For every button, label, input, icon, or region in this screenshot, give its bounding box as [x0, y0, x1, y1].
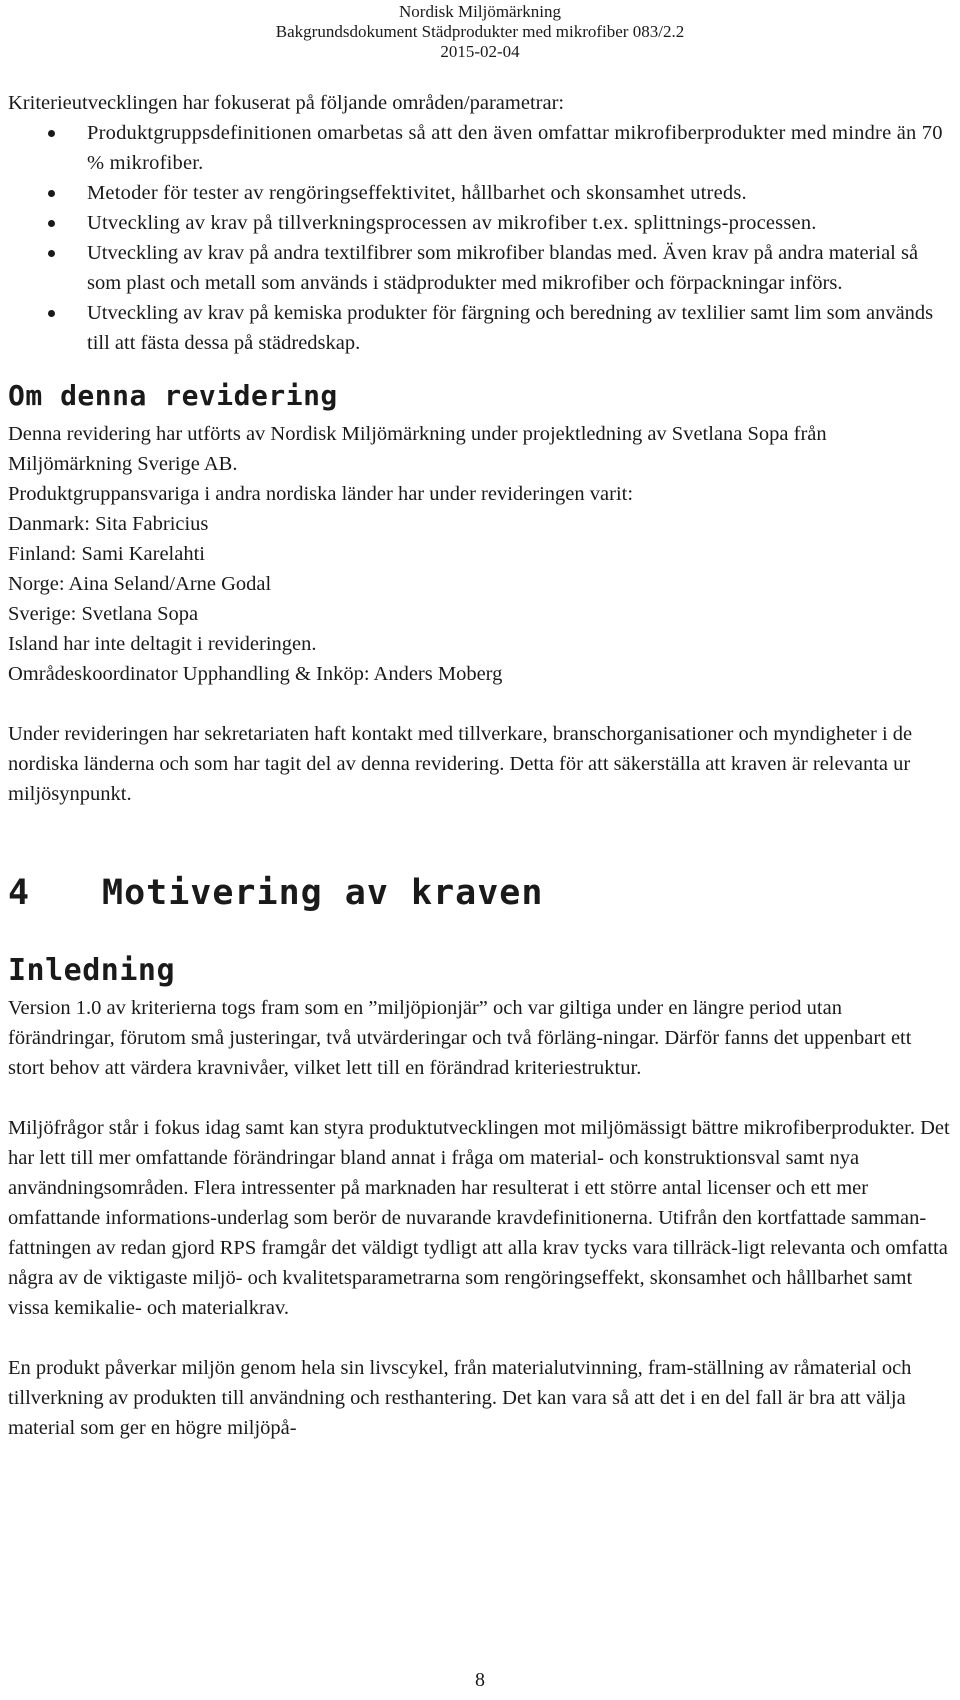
list-item — [8, 118, 952, 178]
list-item — [8, 208, 952, 238]
bullet-icon — [48, 190, 55, 197]
page-number: 8 — [475, 1669, 485, 1691]
revision-line: Denna revidering har utförts av Nordisk Miljömärkning under projektledning av Svetlana Sopa från Miljömärkning Sverige AB. — [8, 423, 827, 475]
chapter-heading — [8, 873, 952, 913]
page-content — [8, 88, 952, 1443]
revision-line: Danmark: Sita Fabricius — [8, 513, 209, 535]
list-item — [8, 238, 952, 298]
bullet-text: Utveckling av krav på kemiska produkter för färgning och beredning av texlilier samt lim som används till att fästa dessa på städredskap. — [87, 302, 934, 354]
revision-line: Områdeskoordinator Upphandling & Inköp: Anders Moberg — [8, 663, 503, 685]
inledning-paragraph: Miljöfrågor står i fokus idag samt kan styra produktutvecklingen mot miljömässigt bättre mikrofiberprodukter. Det har lett till mer omfattande förändringar bland annat i fråga om material- och konstruktionsval samt nya användningsområden. Flera intressenter på marknaden har resulterat i ett större antal licenser och ett mer omfattande informations-underlag som berör de nuvarande kravdefinitionerna. Utifrån den kortfattade samman-fattningen av redan gjord RPS framgår det väldigt tydligt att alla krav tycks vara tillräck-ligt relevanta och omfatta några av de viktigaste miljö- och kvalitetsparametrarna som rengöringseffekt, skonsamhet och hållbarhet samt vissa kemikalie- och materialkrav. — [8, 1117, 950, 1319]
bullet-icon — [48, 130, 55, 137]
revision-line: Sverige: Svetlana Sopa — [8, 603, 199, 625]
inledning-paragraph: Version 1.0 av kriterierna togs fram som en ”miljöpionjär” och var giltiga under en längre period utan förändringar, förutom små justeringar, två utvärderingar och två förläng-ningar. Därför fanns det uppenbart ett stort behov att värdera kravnivåer, vilket lett till en förändrad kriteriestruktur. — [8, 997, 912, 1079]
bullet-icon — [48, 250, 55, 257]
chapter-title: Motivering av kraven — [102, 873, 544, 913]
header-date: 2015-02-04 — [440, 42, 520, 61]
list-item — [8, 178, 952, 208]
revision-line: Finland: Sami Karelahti — [8, 543, 205, 565]
header-organization: Nordisk Miljömärkning — [399, 2, 561, 21]
inledning-paragraph: En produkt påverkar miljön genom hela sin livscykel, från materialutvinning, fram-ställning av råmaterial och tillverkning av produkten till användning och resthantering. Det kan vara så att det i en del fall är bra att välja material som ger en högre miljöpå- — [8, 1357, 912, 1439]
bullet-text: Utveckling av krav på andra textilfibrer som mikrofiber blandas med. Även krav på andra material så som plast och metall som används i städprodukter med mikrofiber och förpackningar införs. — [87, 242, 919, 294]
revision-line: Produktgruppansvariga i andra nordiska länder har under revideringen varit: — [8, 483, 634, 505]
revision-line: Island har inte deltagit i revideringen. — [8, 633, 317, 655]
chapter-number: 4 — [8, 873, 31, 913]
bullet-text: Utveckling av krav på tillverkningsprocessen av mikrofiber t.ex. splittnings-processen. — [87, 212, 817, 234]
list-item — [8, 298, 952, 358]
page-header — [0, 2, 960, 62]
bullet-icon — [48, 310, 55, 317]
bullet-text: Produktgruppsdefinitionen omarbetas så att den även omfattar mikrofiberprodukter med mindre än 70 % mikrofiber. — [87, 122, 943, 174]
bullet-icon — [48, 220, 55, 227]
paragraph-gap — [8, 1323, 952, 1353]
paragraph-gap — [8, 689, 952, 719]
paragraph-gap — [8, 1083, 952, 1113]
contact-paragraph: Under revideringen har sekretariaten haft kontakt med tillverkare, branschorganisationer och myndigheter i de nordiska länderna och som har tagit del av denna revidering. Detta för att säkerställa att kraven är relevanta ur miljösynpunkt. — [8, 723, 913, 805]
intro-text: Kriterieutvecklingen har fokuserat på följande områden/parametrar: — [8, 92, 565, 114]
revision-line: Norge: Aina Seland/Arne Godal — [8, 573, 272, 595]
criteria-bullet-list — [8, 118, 952, 358]
bullet-text: Metoder för tester av rengöringseffektivitet, hållbarhet och skonsamhet utreds. — [87, 182, 747, 204]
revision-heading: Om denna revidering — [8, 379, 338, 412]
inledning-heading: Inledning — [8, 953, 176, 988]
header-document-title: Bakgrundsdokument Städprodukter med mikrofiber 083/2.2 — [275, 22, 685, 41]
